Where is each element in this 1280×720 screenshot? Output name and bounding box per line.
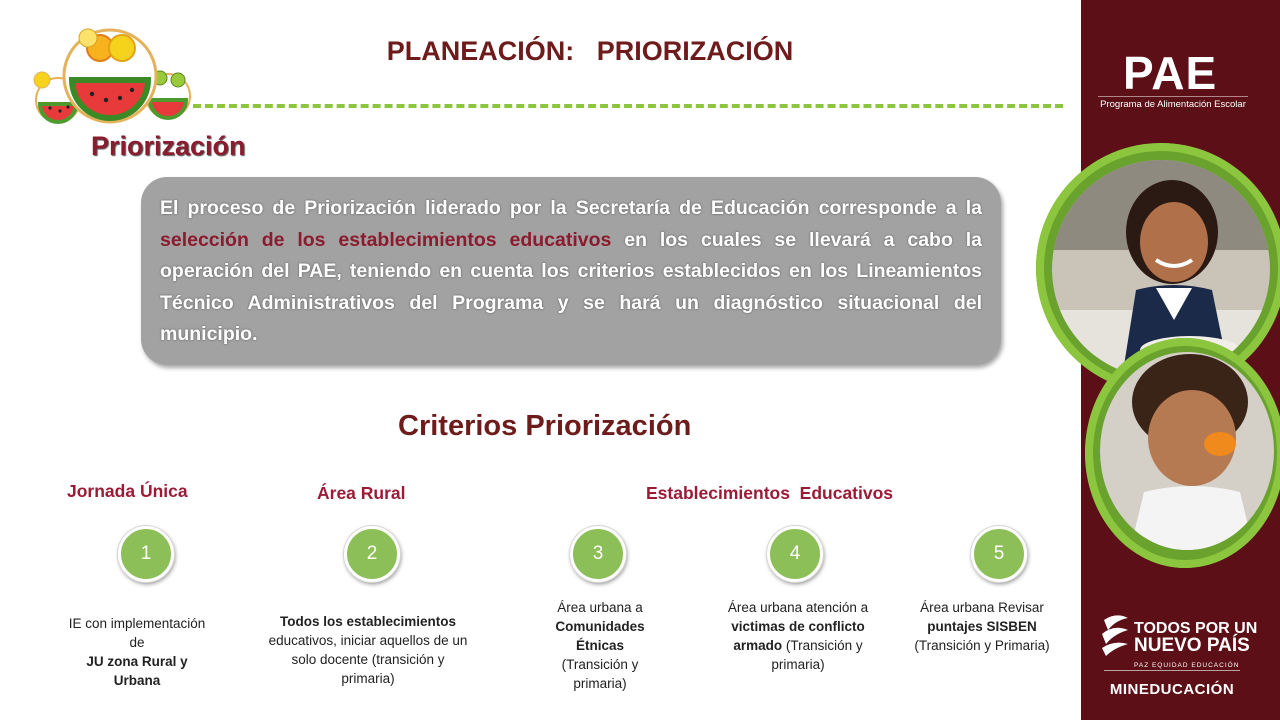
criterion-1-bold: JU zona Rural y Urbana bbox=[86, 654, 188, 688]
criterion-desc-5 bbox=[902, 598, 1062, 655]
criterion-desc-2 bbox=[268, 612, 468, 688]
criteria-title: Criterios Priorización bbox=[398, 410, 692, 442]
step-circle-4: 4 bbox=[767, 526, 823, 582]
category-establecimientos: Establecimientos Educativos bbox=[646, 483, 894, 503]
description-text bbox=[160, 193, 982, 351]
criterion-desc-3 bbox=[537, 598, 663, 693]
flag-swoosh-icon bbox=[1100, 610, 1130, 656]
dashed-divider bbox=[193, 104, 1063, 108]
page-title: PLANEACIÓN: PRIORIZACIÓN bbox=[386, 36, 794, 66]
criterion-desc-4 bbox=[724, 598, 872, 674]
criterion-3-pre: Área urbana a bbox=[557, 600, 643, 615]
step-circle-1: 1 bbox=[118, 526, 174, 582]
description-part2: en los cuales se llevará a cabo la operación del PAE, teniendo en cuenta los criterios establecidos en los Lineamientos Técnico Administrativos del Programa y se hará un diagnóstico situacional del municipio. bbox=[160, 228, 982, 345]
mineducacion-logo: MINEDUCACIÓN bbox=[1104, 670, 1240, 698]
criterion-desc-1 bbox=[62, 614, 212, 690]
criterion-5-post: (Transición y Primaria) bbox=[914, 638, 1050, 653]
description-highlight: selección de los establecimientos educativos bbox=[160, 228, 612, 251]
step-circle-3: 3 bbox=[570, 526, 626, 582]
todos-line1: TODOS POR UN bbox=[1134, 620, 1258, 637]
criterion-4-post: (Transición y primaria) bbox=[771, 638, 863, 672]
criterion-4-pre: Área urbana atención a bbox=[727, 600, 869, 615]
criterion-3-post: (Transición y primaria) bbox=[561, 657, 639, 691]
pae-logo-subtitle: Programa de Alimentación Escolar bbox=[1098, 96, 1248, 110]
todos-por-un-nuevo-pais-logo bbox=[1134, 620, 1257, 674]
criterion-4-bold: victimas de conflicto armado bbox=[731, 619, 865, 653]
description-part1: El proceso de Priorización liderado por la Secretaría de Educación corresponde a la bbox=[160, 197, 982, 219]
category-jornada-unica: Jornada Única bbox=[67, 481, 188, 501]
todos-line2: NUEVO PAÍS bbox=[1134, 635, 1250, 656]
section-heading: Priorización bbox=[91, 131, 246, 161]
criterion-2-bold: Todos los establecimientos bbox=[279, 614, 457, 629]
criterion-5-pre: Área urbana Revisar bbox=[920, 600, 1044, 615]
category-area-rural: Área Rural bbox=[317, 483, 406, 503]
todos-tagline: PAZ EQUIDAD EDUCACIÓN bbox=[1134, 662, 1240, 669]
criterion-2-post: educativos, iniciar aquellos de un solo docente (transición y primaria) bbox=[268, 633, 468, 686]
criterion-5-bold: puntajes SISBEN bbox=[927, 619, 1037, 634]
step-circle-5: 5 bbox=[971, 526, 1027, 582]
criterion-1-pre: IE con implementación de bbox=[68, 616, 206, 650]
boy-eating-image bbox=[1100, 352, 1274, 550]
criterion-3-bold: Comunidades Étnicas bbox=[555, 619, 645, 653]
boy-photo bbox=[1100, 352, 1274, 550]
step-circle-2: 2 bbox=[344, 526, 400, 582]
pae-logo: PAE bbox=[1123, 47, 1218, 99]
fruit-logo-icon bbox=[20, 18, 200, 128]
